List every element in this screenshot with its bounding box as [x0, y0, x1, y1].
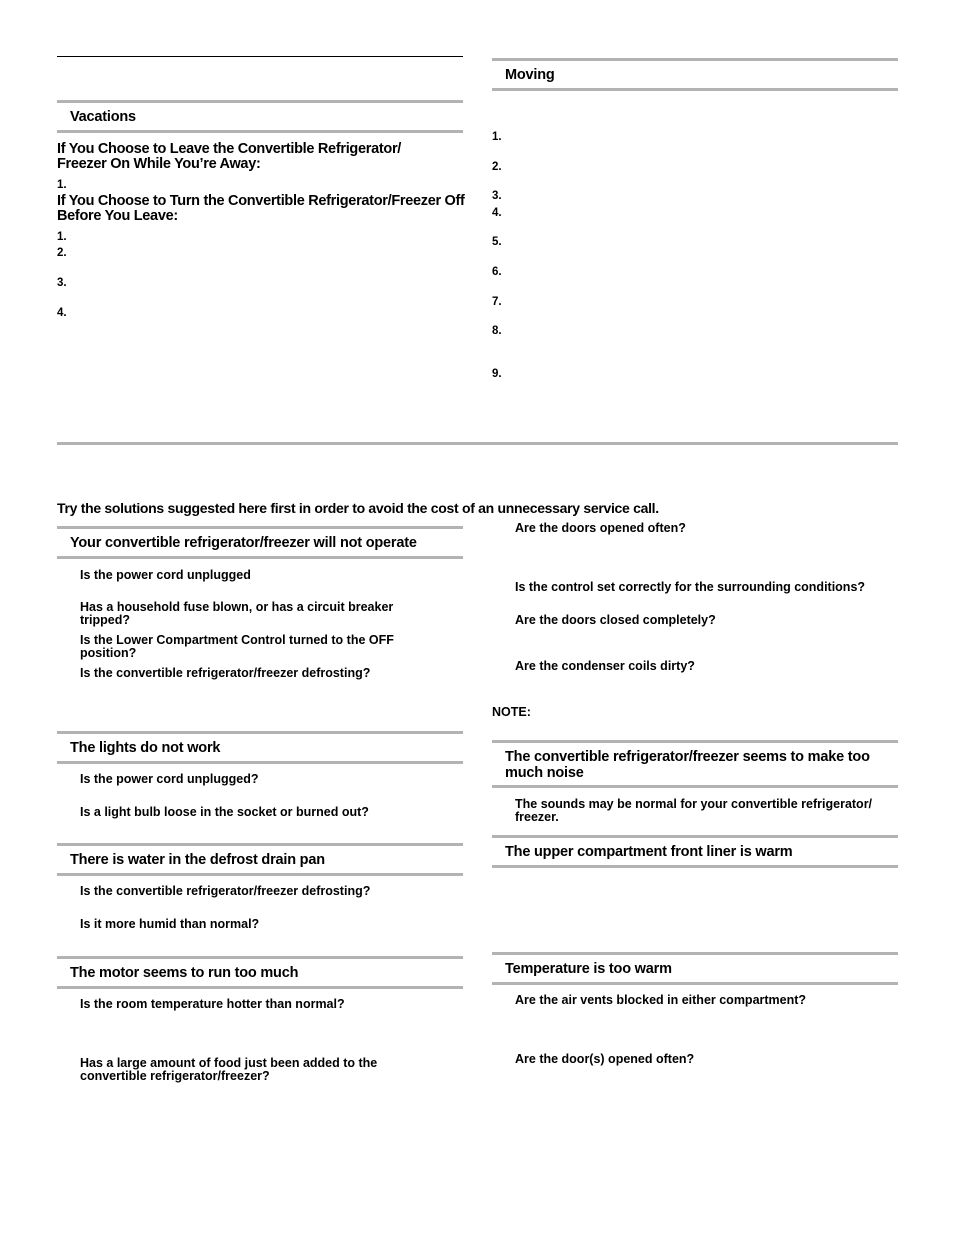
moving-step-2: 2. — [492, 161, 502, 173]
question-fuse-blown: Has a household fuse blown, or has a circuit breaker tripped? — [80, 600, 394, 627]
moving-step-9: 9. — [492, 368, 502, 380]
lights-heading — [57, 731, 463, 764]
moving-step-4: 4. — [492, 207, 502, 219]
too-warm-heading-text: Temperature is too warm — [505, 961, 672, 977]
top-rule-left — [57, 56, 463, 57]
moving-step-6: 6. — [492, 266, 502, 278]
too-warm-heading — [492, 952, 898, 985]
turn-off-step-3: 3. — [57, 277, 67, 289]
moving-heading — [492, 58, 898, 91]
defrost-pan-heading — [57, 843, 463, 876]
question-air-vents: Are the air vents blocked in either compartment? — [515, 993, 807, 1007]
leave-on-step-1: 1. — [57, 179, 67, 191]
note-label: NOTE: — [492, 705, 531, 719]
moving-step-8: 8. — [492, 325, 502, 337]
liner-warm-heading — [492, 835, 898, 868]
question-pan-defrosting: Is the convertible refrigerator/freezer defrosting? — [80, 884, 371, 898]
vacations-heading — [57, 100, 463, 133]
question-condenser-coils: Are the condenser coils dirty? — [515, 659, 695, 673]
question-humid: Is it more humid than normal? — [80, 917, 260, 931]
turn-off-step-4: 4. — [57, 307, 67, 319]
turn-off-step-1: 1. — [57, 231, 67, 243]
moving-step-3: 3. — [492, 190, 502, 202]
vacations-heading-text: Vacations — [70, 109, 136, 125]
moving-heading-text: Moving — [505, 67, 555, 83]
turn-off-step-2: 2. — [57, 247, 67, 259]
motor-heading-text: The motor seems to run too much — [70, 965, 299, 981]
section-divider — [57, 442, 898, 445]
will-not-operate-heading-text: Your convertible refrigerator/freezer will not operate — [70, 535, 417, 551]
moving-step-7: 7. — [492, 296, 502, 308]
question-room-temperature: Is the room temperature hotter than normal? — [80, 997, 345, 1011]
troubleshooting-intro: Try the solutions suggested here first in order to avoid the cost of an unnecessary service call. — [57, 500, 659, 516]
liner-warm-heading-text: The upper compartment front liner is warm — [505, 844, 793, 860]
question-defrosting: Is the convertible refrigerator/freezer defrosting? — [80, 666, 371, 680]
defrost-pan-heading-text: There is water in the defrost drain pan — [70, 852, 325, 868]
question-food-added: Has a large amount of food just been added to the convertible refrigerator/freezer? — [80, 1056, 378, 1083]
question-control-off: Is the Lower Compartment Control turned to the OFF position? — [80, 633, 394, 660]
moving-step-1: 1. — [492, 131, 502, 143]
noise-heading-text: The convertible refrigerator/freezer seems to make too much noise — [505, 749, 870, 781]
question-power-cord: Is the power cord unplugged — [80, 568, 251, 582]
question-light-bulb: Is a light bulb loose in the socket or burned out? — [80, 805, 369, 819]
question-lights-power-cord: Is the power cord unplugged? — [80, 772, 259, 786]
question-control-set: Is the control set correctly for the surrounding conditions? — [515, 580, 866, 594]
will-not-operate-heading — [57, 526, 463, 559]
noise-heading — [492, 740, 898, 788]
motor-heading — [57, 956, 463, 989]
question-doors-opened-often: Are the door(s) opened often? — [515, 1052, 695, 1066]
turn-off-heading: If You Choose to Turn the Convertible Refrigerator/Freezer Off Before You Leave: — [57, 193, 465, 224]
noise-sounds-normal: The sounds may be normal for your convertible refrigerator/ freezer. — [515, 797, 873, 824]
moving-step-5: 5. — [492, 236, 502, 248]
question-doors-opened: Are the doors opened often? — [515, 521, 686, 535]
lights-heading-text: The lights do not work — [70, 740, 221, 756]
question-doors-closed: Are the doors closed completely? — [515, 613, 716, 627]
leave-on-heading: If You Choose to Leave the Convertible Refrigerator/ Freezer On While You’re Away: — [57, 141, 402, 172]
